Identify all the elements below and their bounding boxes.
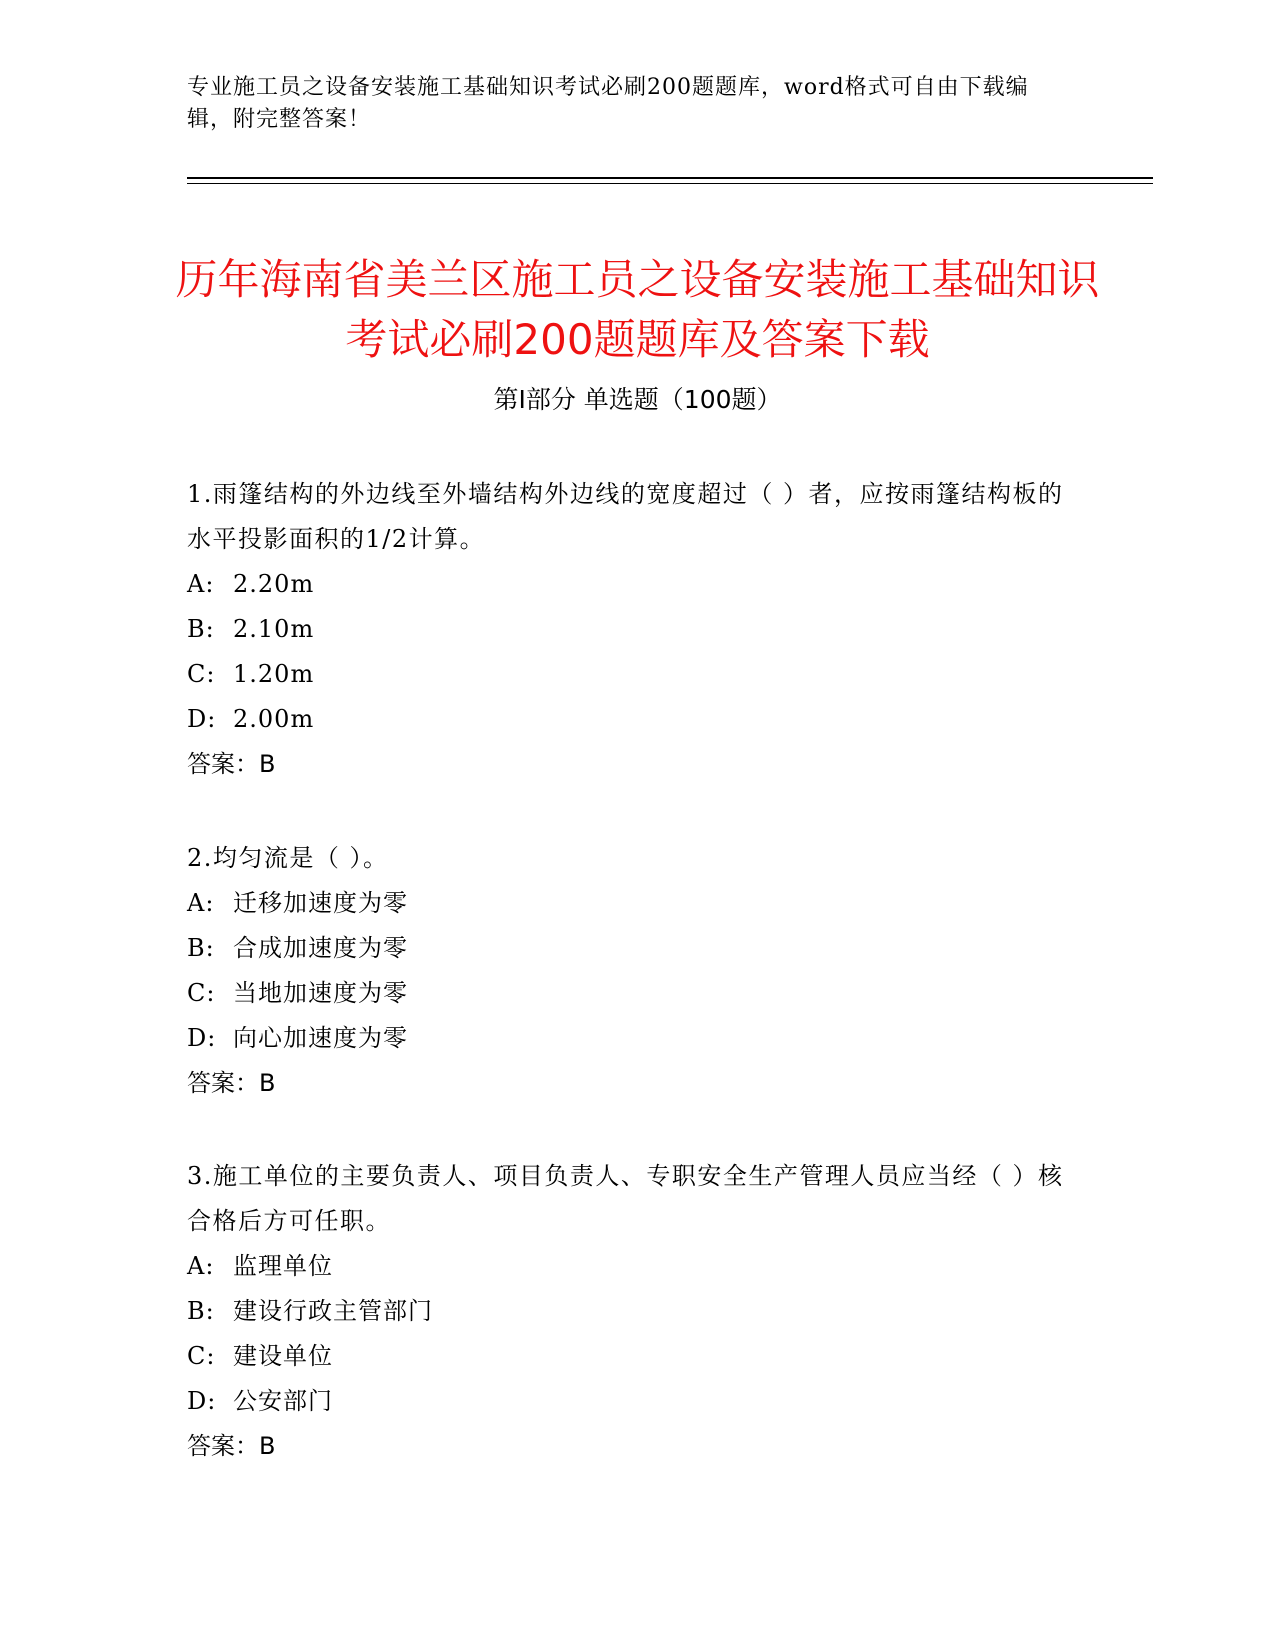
question-stem: 2.均匀流是（ ）。: [187, 844, 389, 872]
option-text: 迁移加速度为零: [233, 889, 408, 917]
answer: 答案：B: [187, 750, 276, 778]
option-b: [187, 607, 1067, 652]
option-text: 1.20m: [233, 660, 315, 688]
document-title: 历年海南省美兰区施工员之设备安装施工基础知识考试必刷200题题库及答案下载: [175, 255, 1100, 365]
option-d: [187, 1379, 1067, 1424]
option-b: [187, 1289, 1067, 1334]
option-text: 建设行政主管部门: [233, 1297, 433, 1325]
option-text: 合成加速度为零: [233, 934, 408, 962]
option-text: 当地加速度为零: [233, 979, 408, 1007]
section-heading: 第Ⅰ部分 单选题（100题）: [493, 385, 782, 414]
question-2: [187, 836, 1067, 1106]
option-label: D:: [187, 1387, 217, 1415]
option-label: D:: [187, 1024, 217, 1052]
option-text: 建设单位: [233, 1342, 333, 1370]
option-a: [187, 881, 1067, 926]
option-a: [187, 1244, 1067, 1289]
option-text: 公安部门: [233, 1387, 333, 1415]
header-divider-thin: [187, 183, 1153, 184]
option-label: C:: [187, 660, 216, 688]
option-c: [187, 652, 1067, 697]
option-c: [187, 971, 1067, 1016]
option-text: 2.10m: [233, 615, 315, 643]
option-label: A:: [187, 889, 215, 917]
question-3: [187, 1154, 1067, 1469]
option-label: B:: [187, 615, 215, 643]
option-c: [187, 1334, 1067, 1379]
option-label: B:: [187, 934, 215, 962]
option-label: C:: [187, 1342, 216, 1370]
option-a: [187, 562, 1067, 607]
option-d: [187, 697, 1067, 742]
option-text: 2.00m: [233, 705, 315, 733]
option-label: A:: [187, 1252, 215, 1280]
option-label: B:: [187, 1297, 215, 1325]
option-text: 2.20m: [233, 570, 315, 598]
option-label: A:: [187, 570, 215, 598]
option-d: [187, 1016, 1067, 1061]
answer: 答案：B: [187, 1069, 276, 1097]
option-b: [187, 926, 1067, 971]
option-text: 监理单位: [233, 1252, 333, 1280]
option-label: C:: [187, 979, 216, 1007]
header-note: 专业施工员之设备安装施工基础知识考试必刷200题题库，word格式可自由下载编辑，附完整答案！: [187, 75, 1029, 132]
option-text: 向心加速度为零: [233, 1024, 408, 1052]
answer: 答案：B: [187, 1432, 276, 1460]
question-1: [187, 472, 1067, 787]
option-label: D:: [187, 705, 217, 733]
question-stem: 3.施工单位的主要负责人、项目负责人、专职安全生产管理人员应当经（ ）核合格后方可任职。: [187, 1162, 1064, 1235]
header-divider-thick: [187, 177, 1153, 179]
question-stem: 1.雨篷结构的外边线至外墙结构外边线的宽度超过（ ）者，应按雨篷结构板的水平投影面积的1/2计算。: [187, 480, 1064, 553]
